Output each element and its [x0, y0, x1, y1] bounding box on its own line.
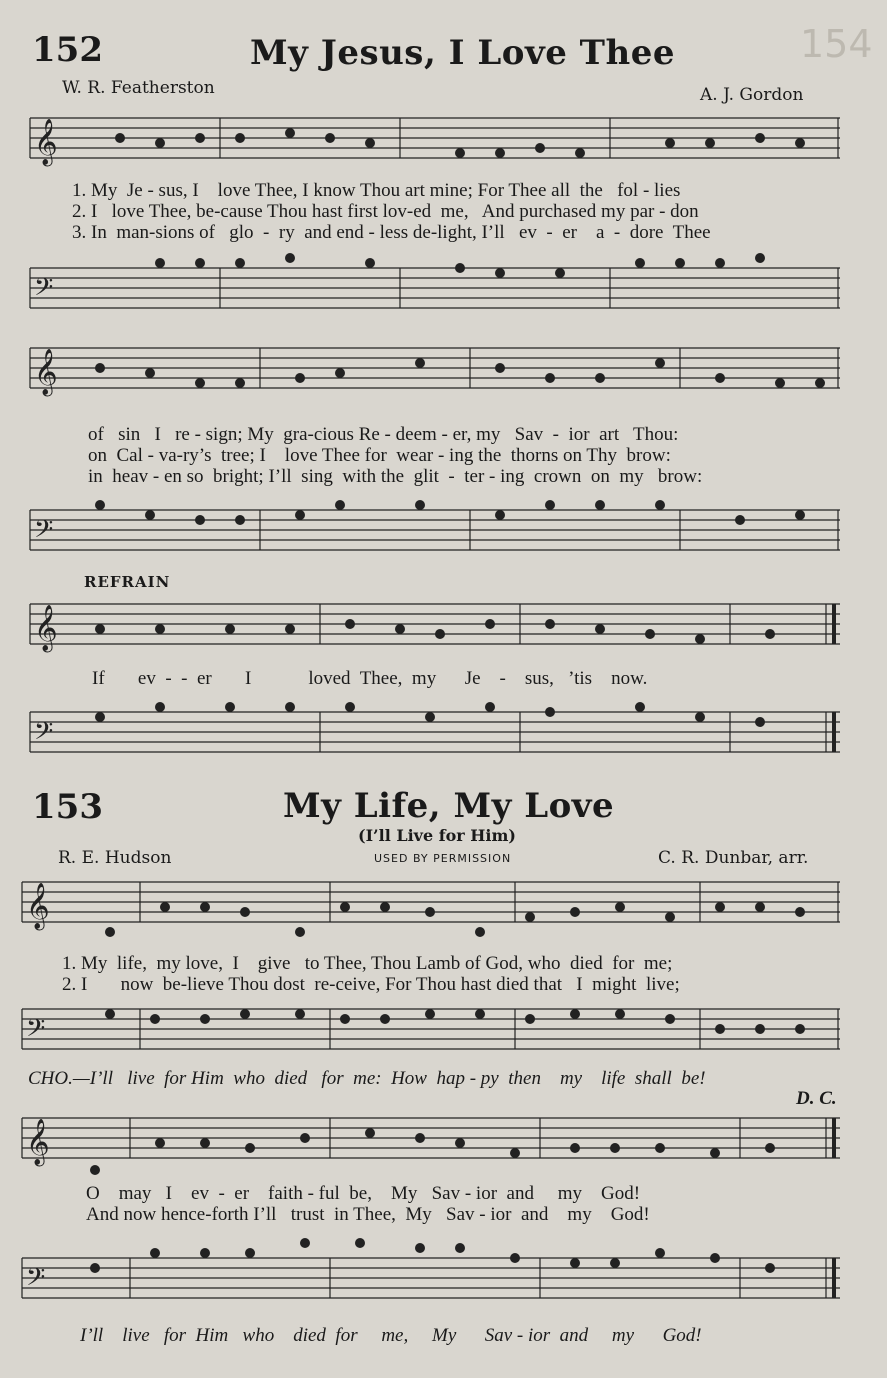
svg-text:𝄢: 𝄢: [34, 717, 54, 752]
bass-staff: [0, 250, 887, 320]
bass-staff: [0, 996, 887, 1066]
bass-staff: [0, 492, 887, 562]
treble-staff: [0, 874, 887, 944]
svg-text:𝄞: 𝄞: [34, 349, 58, 395]
refrain-lyric: If ev - - er I loved Thee, my Je - sus, ’tis now.: [92, 668, 648, 689]
treble-staff: [0, 596, 887, 666]
hymn-title: My Jesus, I Love Thee: [250, 33, 675, 73]
verse-lyric: in heav - en so bright; I’ll sing with the glit - ter - ing crown on my brow:: [88, 466, 703, 487]
bass-staff: [0, 1230, 887, 1320]
lyricist-credit: W. R. Featherston: [62, 78, 215, 98]
hymn-number: 152: [32, 30, 103, 70]
verse-lyric: 2. I love Thee, be-cause Thou hast first lov-ed me, And purchased my par - don: [72, 201, 699, 222]
lyricist-credit: R. E. Hudson: [58, 848, 172, 868]
composer-credit: C. R. Dunbar, arr.: [658, 848, 809, 868]
svg-text:𝄞: 𝄞: [26, 883, 50, 929]
treble-staff: [0, 1110, 887, 1190]
verse-lyric: on Cal - va-ry’s tree; I love Thee for wear - ing the thorns on Thy brow:: [88, 445, 671, 466]
treble-staff: [0, 110, 887, 180]
ghost-page-number: 154: [800, 22, 873, 66]
dc-marking: D. C.: [796, 1088, 837, 1109]
svg-text:𝄢: 𝄢: [34, 515, 54, 550]
treble-staff: [0, 340, 887, 410]
bass-staff: [0, 694, 887, 774]
svg-text:𝄞: 𝄞: [26, 1119, 50, 1165]
bass-lyric: I’ll live for Him who died for me, My Sav - ior and my God!: [80, 1325, 702, 1346]
hymn-number: 153: [32, 787, 103, 827]
permission-notice: USED BY PERMISSION: [374, 852, 512, 865]
svg-text:𝄢: 𝄢: [26, 1014, 46, 1049]
refrain-lyric: O may I ev - er faith - ful be, My Sav - ior and my God!: [86, 1183, 641, 1204]
svg-text:𝄢: 𝄢: [34, 273, 54, 308]
svg-text:𝄢: 𝄢: [26, 1263, 46, 1298]
chorus-intro: CHO.—I’ll live for Him who died for me: How hap - py then my life shall be!: [28, 1068, 706, 1089]
refrain-lyric: And now hence-forth I’ll trust in Thee, My Sav - ior and my God!: [86, 1204, 650, 1225]
hymn-subtitle: (I’ll Live for Him): [358, 826, 516, 845]
verse-lyric: 3. In man-sions of glo - ry and end - less de-light, I’ll ev - er a - dore Thee: [72, 222, 711, 243]
hymn-title: My Life, My Love: [283, 786, 615, 826]
composer-credit: A. J. Gordon: [700, 85, 804, 105]
verse-lyric: 2. I now be-lieve Thou dost re-ceive, For Thou hast died that I might live;: [62, 974, 680, 995]
verse-lyric: 1. My life, my love, I give to Thee, Thou Lamb of God, who died for me;: [62, 953, 673, 974]
svg-text:𝄞: 𝄞: [34, 119, 58, 165]
refrain-label: REFRAIN: [84, 573, 171, 591]
verse-lyric: of sin I re - sign; My gra-cious Re - deem - er, my Sav - ior art Thou:: [88, 424, 679, 445]
svg-text:𝄞: 𝄞: [34, 605, 58, 651]
verse-lyric: 1. My Je - sus, I love Thee, I know Thou art mine; For Thee all the fol - lies: [72, 180, 681, 201]
